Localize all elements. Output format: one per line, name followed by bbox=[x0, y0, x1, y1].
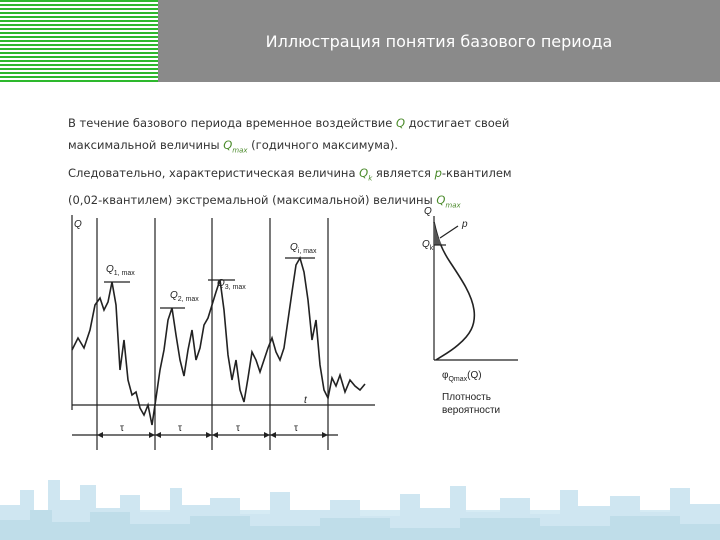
density-y-label: Q bbox=[424, 206, 432, 217]
skyline-decoration bbox=[0, 450, 720, 540]
density-caption-line2: вероятности bbox=[442, 405, 501, 416]
var-qmax-2-letter: Q bbox=[436, 192, 446, 207]
var-q: Q bbox=[395, 115, 406, 130]
tau-arrow-3b bbox=[264, 432, 270, 438]
density-function-label: $\varphi_{Qmax}(Q)$ bbox=[442, 370, 482, 383]
var-qmax-sub: max bbox=[232, 145, 248, 154]
var-p: p bbox=[434, 165, 442, 180]
var-qmax bbox=[223, 138, 247, 152]
tau-label-3: τ bbox=[236, 423, 240, 434]
p2-text-1: Следовательно, характеристическая величина bbox=[68, 165, 360, 180]
header-bar bbox=[158, 0, 720, 82]
tau-arrow-2b bbox=[206, 432, 212, 438]
tau-arrow-3a bbox=[212, 432, 218, 438]
tau-arrow-2a bbox=[155, 432, 161, 438]
var-qmax-letter: Q bbox=[223, 137, 233, 152]
q2-max-label: $Q_{2, max}$ bbox=[170, 290, 199, 303]
var-qk bbox=[359, 166, 372, 180]
qi-max-label: $Q_{i, max}$ bbox=[290, 242, 317, 255]
tau-arrow-4b bbox=[322, 432, 328, 438]
p-label: p bbox=[462, 219, 468, 230]
p-pointer bbox=[440, 226, 458, 238]
p2-text-3: -квантилем (0,02-квантилем) экстремальной (максимальной) величины bbox=[68, 165, 512, 207]
p1-text-3: (годичного максимума). bbox=[247, 137, 399, 152]
p1-text-2: достигает своей максимальной величины bbox=[68, 115, 510, 152]
tau-label-2: τ bbox=[178, 423, 182, 434]
t-axis-label: t bbox=[304, 395, 307, 406]
y-axis-label: Q bbox=[74, 219, 82, 230]
var-qmax-2-sub: max bbox=[445, 201, 461, 210]
header-stripes-decoration bbox=[0, 0, 158, 82]
density-figure bbox=[410, 200, 550, 430]
tau-arrow-1a bbox=[97, 432, 103, 438]
density-caption-line1: Плотность bbox=[442, 392, 491, 403]
tau-label-4: τ bbox=[294, 423, 298, 434]
paragraph-base-period bbox=[68, 112, 538, 161]
tau-arrow-1b bbox=[149, 432, 155, 438]
tau-arrow-4a bbox=[270, 432, 276, 438]
slide-title: Иллюстрация понятия базового периода bbox=[265, 31, 613, 51]
time-series-figure bbox=[60, 210, 390, 460]
q1-max-label: $Q_{1, max}$ bbox=[106, 264, 135, 277]
qk-label: $Q_k$ bbox=[422, 239, 434, 252]
q3-max-label: $Q_{3, max}$ bbox=[217, 278, 246, 291]
var-qk-sub: k bbox=[368, 173, 373, 182]
p1-text-1: В течение базового периода временное воздействие bbox=[68, 115, 396, 130]
p2-text-2: является bbox=[372, 165, 435, 180]
tau-label-1: τ bbox=[120, 423, 124, 434]
var-qk-letter: Q bbox=[359, 165, 369, 180]
